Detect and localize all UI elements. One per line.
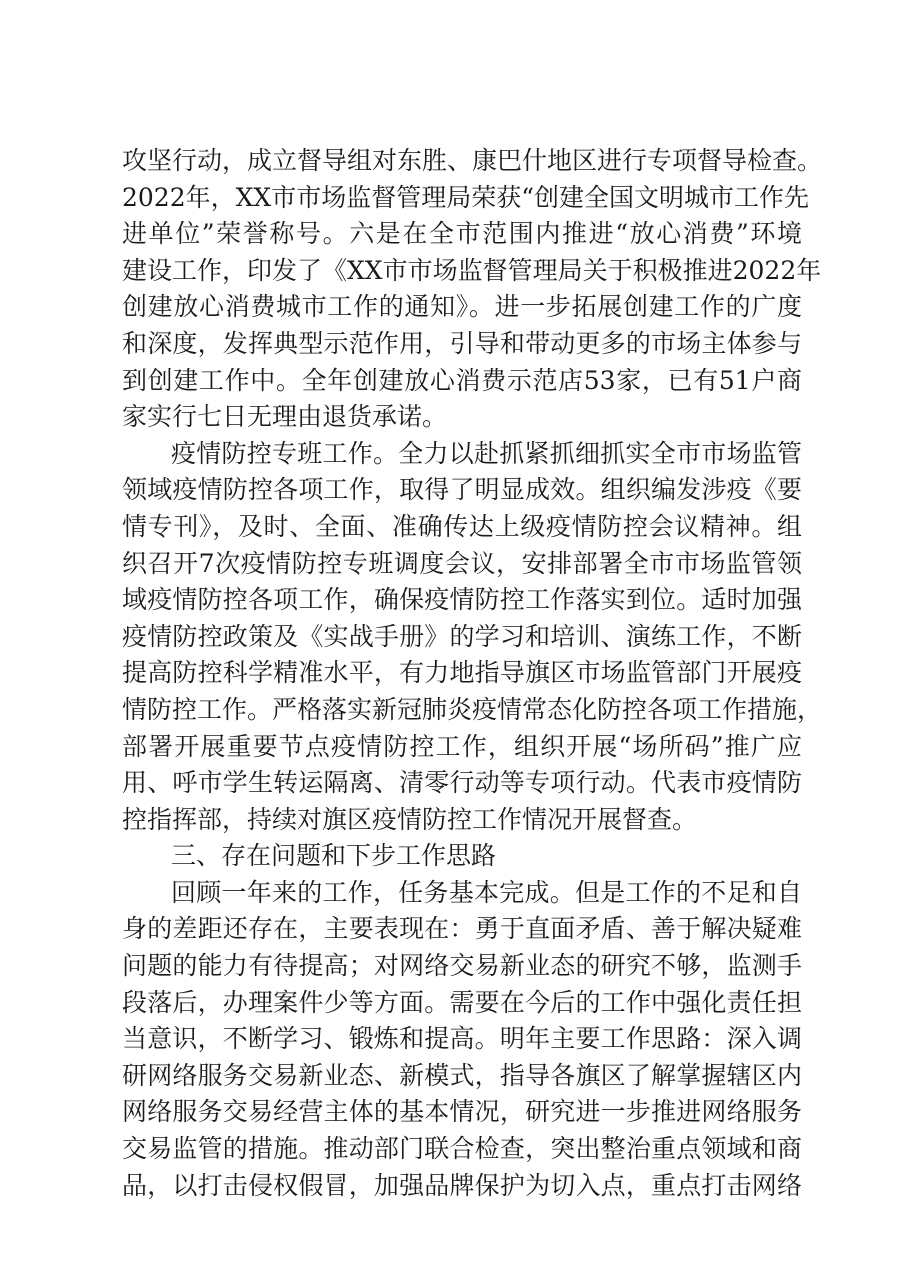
- text-line: 情防控工作。严格落实新冠肺炎疫情常态化防控各项工作措施，: [122, 694, 823, 724]
- text-line: 疫情防控政策及《实战手册》的学习和培训、演练工作，不断: [122, 621, 802, 651]
- section-heading: 三、存在问题和下步工作思路: [171, 841, 497, 871]
- text-line: 问题的能力有待提高；对网络交易新业态的研究不够，监测手: [122, 951, 802, 981]
- text-line: 控指挥部，持续对旗区疫情防控工作情况开展督查。: [122, 804, 698, 834]
- text-line: 家实行七日无理由退货承诺。: [122, 402, 448, 432]
- text-line: 段落后，办理案件少等方面。需要在今后的工作中强化责任担: [122, 987, 802, 1017]
- text-line: 身的差距还存在，主要表现在：勇于直面矛盾、善于解决疑难: [122, 914, 802, 944]
- text-line: 用、呼市学生转运隔离、清零行动等专项行动。代表市疫情防: [122, 768, 802, 798]
- text-line: 创建放心消费城市工作的通知》。进一步拓展创建工作的广度: [122, 292, 802, 322]
- text-line: 情专刊》，及时、全面、准确传达上级疫情防控会议精神。组: [122, 511, 802, 541]
- text-line: 提高防控科学精准水平，有力地指导旗区市场监管部门开展疫: [122, 658, 802, 688]
- text-line: 2022年，XX市市场监督管理局荣获“创建全国文明城市工作先: [122, 182, 810, 212]
- text-line: 品，以打击侵权假冒，加强品牌保护为切入点，重点打击网络: [122, 1170, 802, 1200]
- text-line: 和深度，发挥典型示范作用，引导和带动更多的市场主体参与: [122, 328, 802, 358]
- text-line: 攻坚行动，成立督导组对东胜、康巴什地区进行专项督导检查。: [122, 146, 823, 175]
- text-line: 交易监管的措施。推动部门联合检查，突出整治重点领域和商: [122, 1134, 802, 1164]
- text-line: 部署开展重要节点疫情防控工作，组织开展“场所码”推广应: [122, 731, 802, 761]
- text-line: 当意识，不断学习、锻炼和提高。明年主要工作思路：深入调: [122, 1024, 802, 1054]
- paragraph-first-line: 回顾一年来的工作，任务基本完成。但是工作的不足和自: [171, 877, 802, 907]
- text-line: 织召开7次疫情防控专班调度会议，安排部署全市市场监管领: [122, 548, 802, 578]
- text-line: 领域疫情防控各项工作，取得了明显成效。组织编发涉疫《要: [122, 475, 802, 505]
- text-line: 建设工作，印发了《XX市市场监督管理局关于积极推进2022年: [122, 255, 822, 285]
- text-line: 进单位”荣誉称号。六是在全市范围内推进“放心消费”环境: [122, 219, 802, 249]
- text-line: 网络服务交易经营主体的基本情况，研究进一步推进网络服务: [122, 1097, 802, 1127]
- document-body: [122, 143, 823, 1204]
- paragraph-first-line: 疫情防控专班工作。全力以赴抓紧抓细抓实全市市场监管: [171, 438, 802, 468]
- text-line: 域疫情防控各项工作，确保疫情防控工作落实到位。适时加强: [122, 585, 802, 615]
- text-line: 研网络服务交易新业态、新模式，指导各旗区了解掌握辖区内: [122, 1060, 802, 1090]
- text-line: 到创建工作中。全年创建放心消费示范店53家，已有51户商: [122, 365, 802, 395]
